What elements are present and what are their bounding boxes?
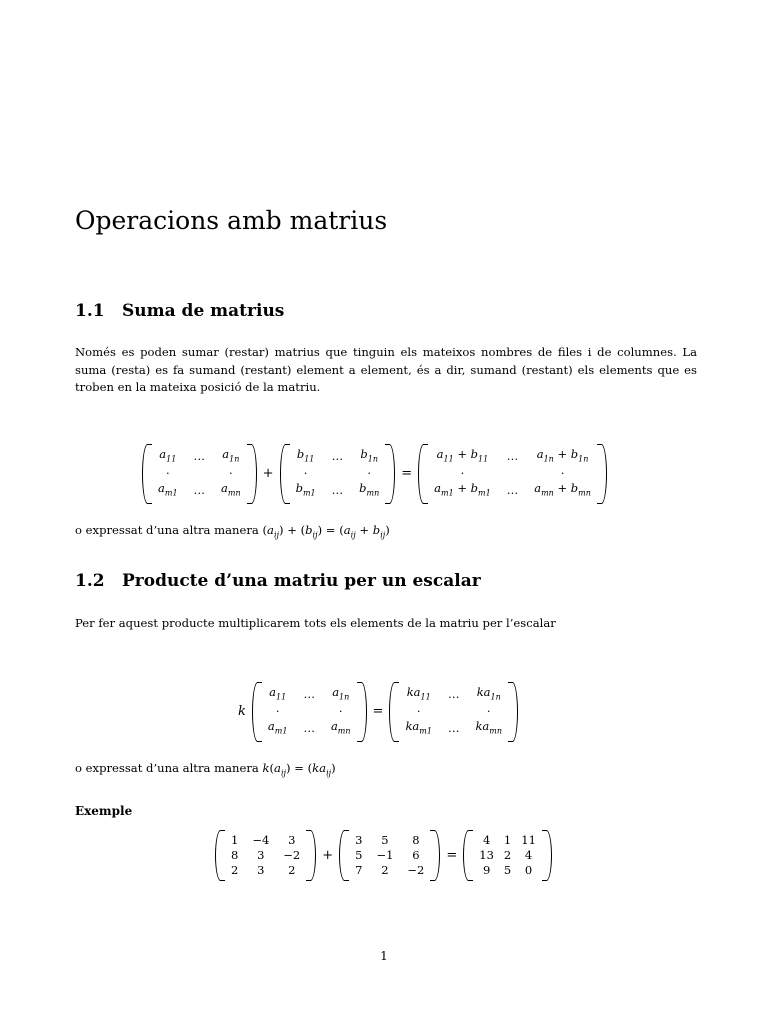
scalar-alt-expression: o expressat d’una altra manera $k(a_{ij}) = (ka_{ij})$ [75,761,336,778]
matrix-sum-general: $a_{11} + b_{11}$ … $a_{1n} + b_{1n}$ · · $a_{m1} + b_{m1}$ … $a_{mn} + b_{mn}$ [418,444,607,504]
page-title: Operacions amb matrius [75,206,388,235]
example-formula [213,830,554,881]
matrix-cell: 3 [257,848,265,862]
sum-formula: $a_{11}$ … $a_{1n}$ · · $a_{m1}$ … $a_{mn}$ + $b_{11}$ … $b_{1n}$ · · $b_{m1}$ … $b_{mn}$ = $a_{11} + b_{11}$ … $a_{1n} + b_{1n}$ · · $a_{m1} + b_{m1}$ … $a_{mn} + b_{mn}$ [140,444,609,504]
matrix-cell: 2 [503,848,512,862]
matrix-cell: 13 [479,848,494,862]
section-paragraph: Només es poden sumar (restar) matrius que tinguin els mateixos nombres de files i de columnes. La suma (resta) es fa sumand (restant) element a element, és a dir, sumand (restant) els elements que es troben en la mateixa posició de la matriu. [75,345,697,394]
section-title: Producte d’una matriu per un escalar [122,571,481,591]
example-label: Exemple [75,804,133,818]
matrix-cell: 2 [288,863,296,877]
example-matrix-sum [463,830,552,881]
matrix-cell: 4 [482,833,491,847]
matrix-a-general: $a_{11}$ … $a_{1n}$ · · $a_{m1}$ … $a_{mn}$ [142,444,257,504]
plus-sign: + [322,848,334,863]
matrix-cell: −2 [283,848,301,862]
matrix-cell: 6 [412,848,420,862]
matrix-cell: 1 [231,833,239,847]
section-title: Suma de matrius [122,301,285,321]
matrix-cell: 8 [412,833,420,847]
matrix-cell: 7 [355,863,363,877]
matrix-cell: −2 [407,863,425,877]
matrix-cell: 4 [524,848,533,862]
matrix-cell: 3 [257,863,265,877]
equals-sign: = [446,848,458,863]
section-number: 1.2 [75,571,105,591]
matrix-cell: 1 [503,833,512,847]
scalar-formula: k $a_{11}$ … $a_{1n}$ · · $a_{m1}$ … $a_{mn}$ = $ka_{11}$ … $ka_{1n}$ · · $ka_{m1}$ … $ka_{mn}$ [234,682,520,742]
matrix-cell: −4 [252,833,270,847]
page-number: 1 [380,949,388,963]
matrix-cell: 0 [524,863,533,877]
section-heading [75,300,284,322]
example-matrix-b [339,830,440,881]
matrix-cell: 2 [381,863,389,877]
matrix-cell: 3 [288,833,296,847]
matrix-cell: 2 [231,863,239,877]
matrix-cell: 3 [355,833,363,847]
section-paragraph: Per fer aquest producte multiplicarem tots els elements de la matriu per l’escalar [75,616,556,630]
matrix-cell: 5 [355,848,363,862]
matrix-b-general: $b_{11}$ … $b_{1n}$ · · $b_{m1}$ … $b_{mn}$ [280,444,396,504]
example-matrix-a [215,830,316,881]
section-heading [75,570,481,592]
matrix-cell: 5 [381,833,389,847]
matrix-cell: −1 [376,848,394,862]
matrix-cell: 8 [231,848,239,862]
sum-alt-expression: o expressat d’una altra manera $(a_{ij}) + (b_{ij}) = (a_{ij} + b_{ij})$ [75,523,390,540]
matrix-cell: 9 [482,863,491,877]
matrix-ka-general: $ka_{11}$ … $ka_{1n}$ · · $ka_{m1}$ … $ka_{mn}$ [389,682,518,742]
section-number: 1.1 [75,301,105,321]
matrix-cell: 11 [521,833,536,847]
matrix-a-general: $a_{11}$ … $a_{1n}$ · · $a_{m1}$ … $a_{mn}$ [252,682,367,742]
matrix-cell: 5 [503,863,512,877]
